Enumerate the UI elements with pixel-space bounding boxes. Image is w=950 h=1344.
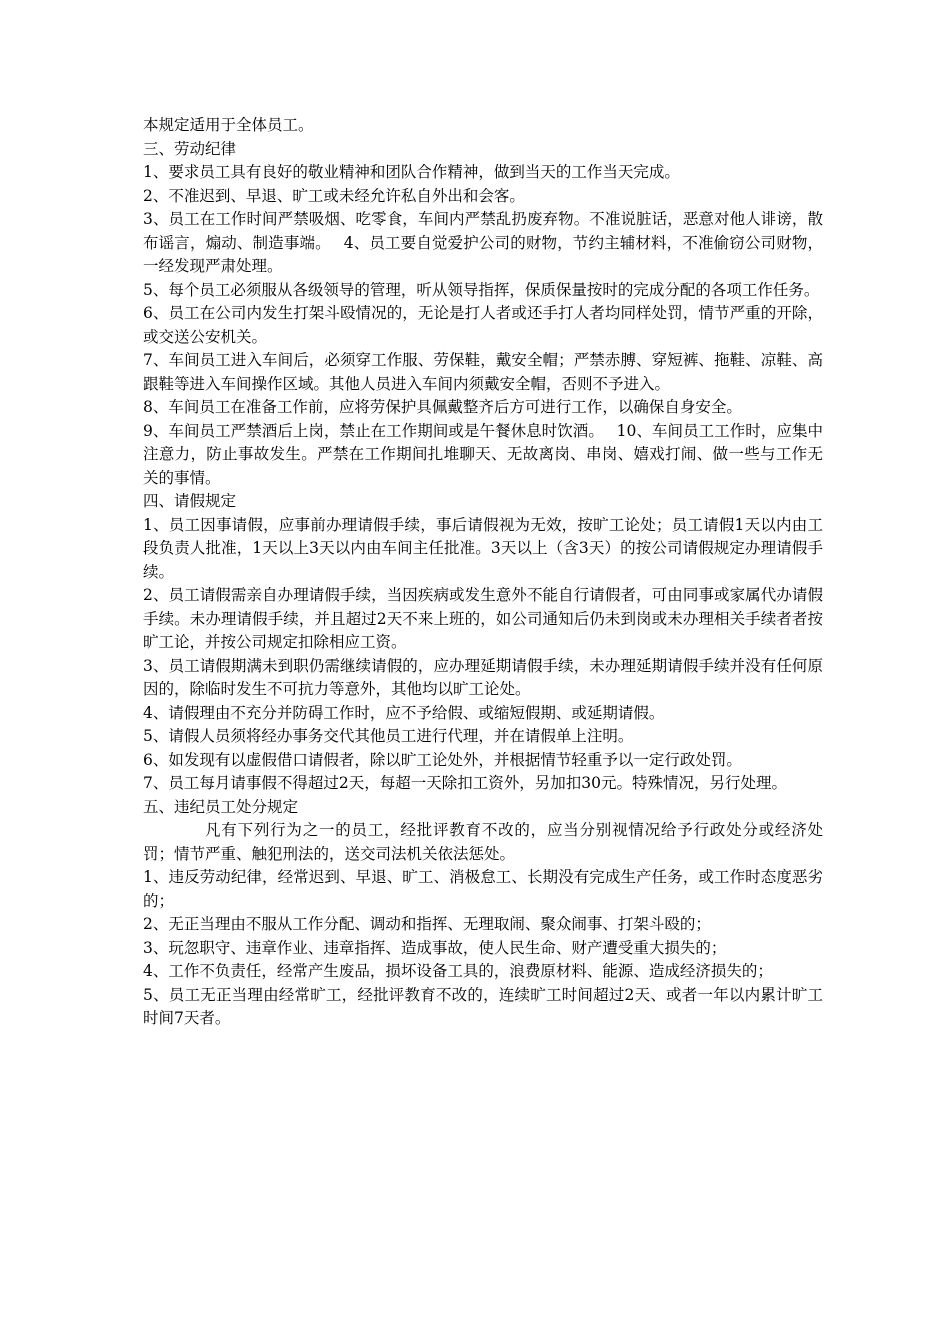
section-5-item-5: 5、员工无正当理由经常旷工，经批评教育不改的，连续旷工时间超过2天、或者一年以内累计旷工时间7天者。 <box>143 985 823 1027</box>
section-3-item-5: 5、每个员工必须服从各级领导的管理，听从领导指挥，保质保量按时的完成分配的各项工作任务。 <box>143 280 820 299</box>
section-3-item-9: 9、车间员工严禁酒后上岗，禁止在工作期间或是午餐休息时饮酒。 10、车间员工工作时，应集中注意力，防止事故发生。严禁在工作期间扎堆聊天、无故离岗、串岗、嬉戏打闹、做一些与工作无关的事情。 <box>143 421 823 487</box>
section-4-title: 四、请假规定 <box>143 492 237 510</box>
section-4-item-6: 6、如发现有以虚假借口请假者，除以旷工论处外，并根据情节轻重予以一定行政处罚。 <box>143 750 742 769</box>
section-5-item-2: 2、无正当理由不服从工作分配、调动和指挥、无理取闹、聚众闹事、打架斗殴的； <box>143 915 711 933</box>
section-4-item-7: 7、员工每月请事假不得超过2天，每超一天除扣工资外，另加扣30元。特殊情况，另行处理。 <box>143 774 787 792</box>
section-5-item-4: 4、工作不负责任，经常产生废品，损坏设备工具的，浪费原材料、能源、造成经济损失的； <box>143 962 773 980</box>
section-3-item-3: 3、员工在工作时间严禁吸烟、吃零食，车间内严禁乱扔废弃物。不准说脏话，恶意对他人诽谤，散布谣言，煽动、制造事端。 4、员工要自觉爱护公司的财物，节约主辅材料，不准偷窃公司财物，一经发现严肃处理。 <box>143 210 823 275</box>
section-3-item-6: 6、员工在公司内发生打架斗殴情况的，无论是打人者或还手打人者均同样处罚，情节严重的开除，或交送公安机关。 <box>143 304 823 346</box>
section-4-item-3: 3、员工请假期满未到职仍需继续请假的，应办理延期请假手续，未办理延期请假手续并没有任何原因的，除临时发生不可抗力等意外，其他均以旷工论处。 <box>143 656 823 698</box>
document-body <box>143 114 823 1031</box>
section-3-item-7: 7、车间员工进入车间后，必须穿工作服、劳保鞋，戴安全帽；严禁赤膊、穿短裤、拖鞋、凉鞋、高跟鞋等进入车间操作区域。其他人员进入车间内须戴安全帽，否则不予进入。 <box>143 351 823 393</box>
section-3-title: 三、劳动纪律 <box>143 139 237 158</box>
section-5-item-1: 1、违反劳动纪律，经常迟到、早退、旷工、消极怠工、长期没有完成生产任务，或工作时态度恶劣的； <box>143 868 823 910</box>
section-5-title: 五、违纪员工处分规定 <box>143 797 299 816</box>
section-4-item-1: 1、员工因事请假，应事前办理请假手续，事后请假视为无效，按旷工论处；员工请假1天以内由工段负责人批准，1天以上3天以内由车间主任批准。3天以上（含3天）的按公司请假规定办理请假手续。 <box>143 515 823 581</box>
section-3-item-1: 1、要求员工具有良好的敬业精神和团队合作精神，做到当天的工作当天完成。 <box>143 163 680 181</box>
section-5-lead: 凡有下列行为之一的员工，经批评教育不改的，应当分别视情况给予行政处分或经济处罚；情节严重、触犯刑法的，送交司法机关依法惩处。 <box>143 821 823 863</box>
section-4-item-2: 2、员工请假需亲自办理请假手续，当因疾病或发生意外不能自行请假者，可由同事或家属代办请假手续。未办理请假手续，并且超过2天不来上班的，如公司通知后仍未到岗或未办理相关手续者者按旷工论，并按公司规定扣除相应工资。 <box>143 586 823 651</box>
section-4-item-4: 4、请假理由不充分并防碍工作时，应不予给假、或缩短假期、或延期请假。 <box>143 703 665 722</box>
section-3-item-8: 8、车间员工在准备工作前，应将劳保护具佩戴整齐后方可进行工作，以确保自身安全。 <box>143 398 742 416</box>
section-3-item-2: 2、不准迟到、早退、旷工或未经允许私自外出和会客。 <box>143 186 525 205</box>
intro-text: 本规定适用于全体员工。 <box>143 116 314 134</box>
section-4-item-5: 5、请假人员须将经办事务交代其他员工进行代理，并在请假单上注明。 <box>143 727 634 745</box>
section-5-item-3: 3、玩忽职守、违章作业、违章指挥、造成事故，使人民生命、财产遭受重大损失的； <box>143 938 727 957</box>
